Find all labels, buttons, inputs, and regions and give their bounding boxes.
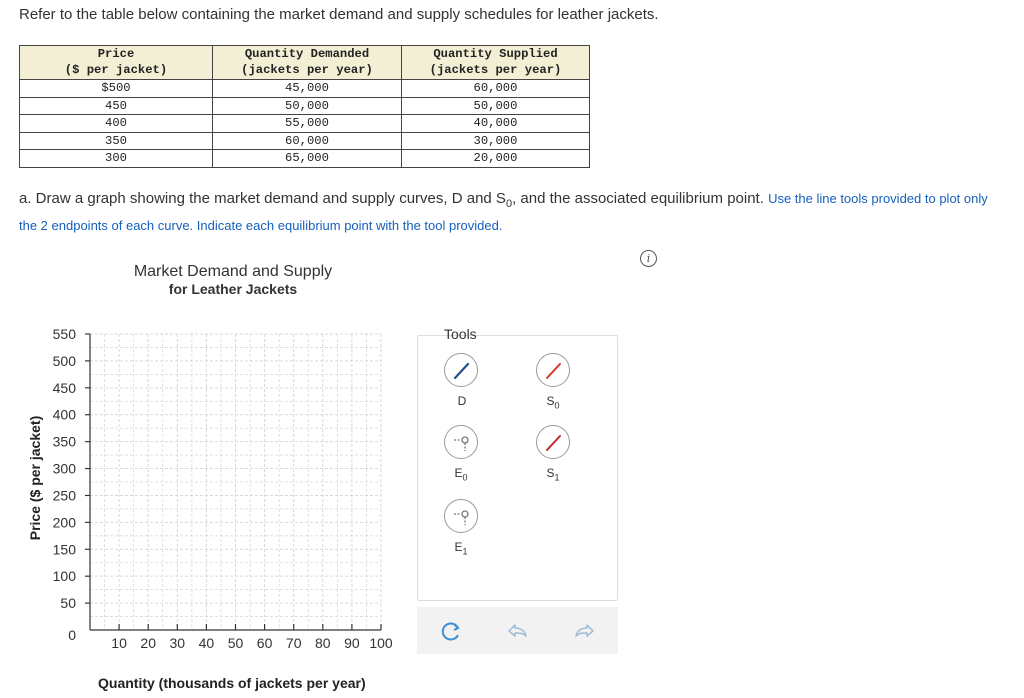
y-tick-label: 200 [52,514,76,531]
cell-demanded: 60,000 [213,132,402,150]
supply1-line-tool[interactable] [536,425,570,459]
x-tick-label: 80 [315,635,331,651]
question-a: a. Draw a graph showing the market demand and supply curves, D and $S_0$, and the associated equilibrium point. Use the line tools provided to plot only the 2 endpoints of each curve. Indicate each equilibrium point with the tool provided. [19,190,988,233]
cell-price: 350 [20,132,213,150]
x-tick-label: 90 [344,635,360,651]
cell-price: $500 [20,80,213,98]
cell-price: 450 [20,97,213,115]
cell-supplied: 20,000 [402,150,590,168]
cell-demanded: 45,000 [213,80,402,98]
supply0-tool-label: $S_0$ [546,394,560,411]
supply1-tool-label: $S_1$ [546,466,560,483]
x-tick-label: 10 [111,635,127,651]
tools-title: Tools [444,326,477,342]
y-tick-label: 150 [52,541,76,558]
x-tick-label: 40 [198,635,215,651]
header-qty-supplied: Quantity Supplied (jackets per year) [402,46,590,80]
cell-demanded: 65,000 [213,150,402,168]
equilibrium0-point-tool[interactable] [444,425,478,459]
cell-demanded: 55,000 [213,115,402,133]
y-tick-label: 450 [52,379,76,396]
y-tick-label: 350 [52,433,76,450]
undo-icon[interactable] [505,619,529,643]
demand-tool-label: D [457,394,467,408]
instruction-text: Use the line tools provided to plot only the 2 endpoints of each curve. Indicate each equilibrium point with the tool provided. [19,191,988,233]
cell-price: 400 [20,115,213,133]
header-qty-demanded: Quantity Demanded (jackets per year) [213,46,402,80]
x-tick-label: 30 [169,635,186,651]
cell-supplied: 40,000 [402,115,590,133]
redo-icon[interactable] [573,619,597,643]
info-icon[interactable]: i [640,250,657,267]
chart-title: Market Demand and Supply [133,263,333,280]
y-tick-label: 250 [52,487,76,504]
x-tick-label: 50 [227,635,244,651]
y-tick-label: 400 [52,406,76,423]
intro-text: Refer to the table below containing the market demand and supply schedules for leather jackets. [19,6,659,23]
x-tick-label: 70 [285,635,302,651]
reset-icon[interactable] [439,619,463,643]
x-axis-title: Quantity (thousands of jackets per year) [98,675,366,691]
chart-subtitle: for Leather Jackets [168,281,298,297]
equilibrium1-tool-label: $E_1$ [454,540,468,557]
equilibrium1-point-tool[interactable] [444,499,478,533]
cell-supplied: 50,000 [402,97,590,115]
x-tick-label: 60 [256,635,273,651]
supply0-line-tool[interactable] [536,353,570,387]
cell-supplied: 60,000 [402,80,590,98]
demand-line-tool[interactable] [444,353,478,387]
cell-price: 300 [20,150,213,168]
header-price: Price ($ per jacket) [20,46,213,80]
y-tick-label: 300 [52,460,76,477]
y-axis-title: Price ($ per jacket) [27,415,43,541]
action-bar [417,607,618,654]
cell-supplied: 30,000 [402,132,590,150]
x-tick-label: 100 [369,635,393,651]
equilibrium0-tool-label: $E_0$ [454,466,468,483]
graph-plot-area[interactable] [0,0,420,698]
y-tick-label: 50 [60,595,76,612]
y-tick-label: 100 [52,568,76,585]
origin-label: 0 [68,627,76,643]
y-tick-label: 500 [52,352,76,369]
y-tick-label: 550 [52,326,76,342]
x-tick-label: 20 [140,635,156,651]
cell-demanded: 50,000 [213,97,402,115]
